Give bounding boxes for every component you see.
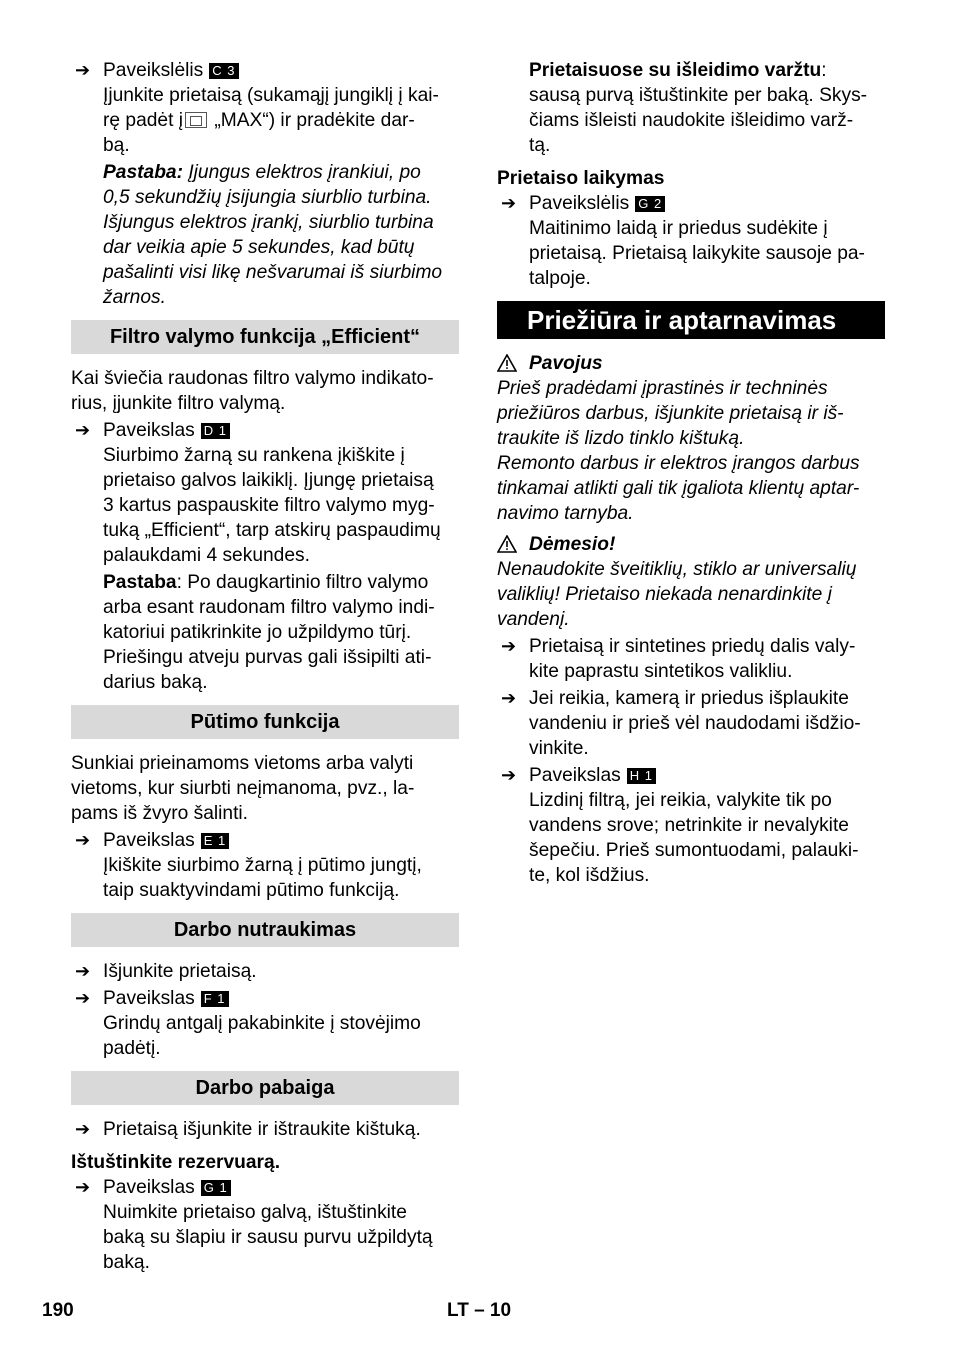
step-item: ➔ Prietaisą ir sintetines priedų dalis valy- kite paprastu sintetikos valikliu. bbox=[501, 636, 856, 682]
danger-label: Pavojus bbox=[497, 351, 885, 376]
step-item: ➔ Išjunkite prietaisą. bbox=[75, 961, 257, 982]
arrow-icon: ➔ bbox=[75, 60, 91, 80]
caution-text: Nenaudokite šveitiklių, stiklo ar universalių valiklių! Prietaiso niekada nenardinkite į vandenį. bbox=[497, 559, 857, 630]
figure-badge: G 2 bbox=[635, 196, 665, 212]
note-text: Pastaba: Įjungus elektros įrankiui, po 0,5 sekundžių įsijungia siurblio turbina. Išjungus elektros įrankį, siurblio turbina dar veikia apie 5 sekundes, kad būtų pašalinti visi likę nešvarumai iš siurbimo žarnos. bbox=[103, 162, 443, 308]
subheading-storage: Prietaiso laikymas bbox=[497, 168, 665, 189]
figure-ref-d1: ➔ Paveikslas D 1 bbox=[71, 418, 459, 443]
section-heading-filter-cleaning: Filtro valymo funkcija „Efficient“ bbox=[71, 320, 459, 354]
figure-ref-h1: ➔ Paveikslas H 1 bbox=[497, 763, 885, 788]
instruction-text: Įkiškite siurbimo žarną į pūtimo jungtį, taip suaktyvindami pūtimo funkciją. bbox=[103, 855, 422, 901]
caution-label: Dėmesio! bbox=[497, 532, 885, 557]
warning-triangle-icon bbox=[497, 535, 517, 553]
section-heading-blow-function: Pūtimo funkcija bbox=[71, 705, 459, 739]
arrow-icon: ➔ bbox=[501, 636, 517, 656]
figure-badge: C 3 bbox=[209, 63, 238, 79]
arrow-icon: ➔ bbox=[75, 830, 91, 850]
instruction-text: Grindų antgalį pakabinkite į stovėjimo padėtį. bbox=[103, 1013, 421, 1059]
subheading-empty-tank: Ištuštinkite rezervuarą. bbox=[71, 1152, 281, 1173]
language-page-label: LT – 10 bbox=[447, 1300, 512, 1321]
note-text: Pastaba: Po daugkartinio filtro valymo arba esant raudonam filtro valymo indi- katoriui patikrinkite jo užpildymo tūrį. Priešingu atveju purvas gali išsipilti ati- darius baką. bbox=[103, 572, 435, 693]
warning-triangle-icon bbox=[497, 354, 517, 372]
power-tool-socket-icon bbox=[185, 112, 207, 128]
drain-screw-text: Prietaisuose su išleidimo varžtu: sausą purvą ištuštinkite per baką. Skys- čiams išleisti naudokite išleidimo varž- tą. bbox=[529, 60, 868, 156]
danger-text: Prieš pradėdami įprastinės ir techninės priežiūros darbus, išjunkite prietaisą ir iš- traukite iš lizdo tinklo kištuką. Remonto darbus ir elektros įrangos darbus tinkamai atlikti gali tik įgaliota klientų aptar- navimo tarnyba. bbox=[497, 378, 860, 524]
figure-badge: G 1 bbox=[201, 1180, 231, 1196]
instruction-text: Nuimkite prietaiso galvą, ištuštinkite baką su šlapiu ir sausu purvu užpildytą baką. bbox=[103, 1202, 433, 1273]
arrow-icon: ➔ bbox=[75, 1177, 91, 1197]
instruction-text: Įjunkite prietaisą (sukamąjį jungiklį į kai- rę padėt į „MAX“) ir pradėkite dar- bą. bbox=[103, 85, 439, 156]
page-number: 190 bbox=[42, 1300, 74, 1321]
chapter-heading-care-maintenance: Priežiūra ir aptarnavimas bbox=[497, 301, 885, 339]
figure-word: Paveikslėlis bbox=[103, 60, 204, 81]
section-heading-work-end: Darbo pabaiga bbox=[71, 1071, 459, 1105]
figure-badge: D 1 bbox=[201, 423, 230, 439]
arrow-icon: ➔ bbox=[75, 961, 91, 981]
figure-ref-g2: ➔ Paveikslėlis G 2 bbox=[497, 191, 885, 216]
figure-ref-f1: ➔ Paveikslas F 1 bbox=[71, 986, 459, 1011]
section-heading-work-interruption: Darbo nutraukimas bbox=[71, 913, 459, 947]
step-item: ➔ Prietaisą išjunkite ir ištraukite kištuką. bbox=[75, 1119, 421, 1140]
arrow-icon: ➔ bbox=[501, 193, 517, 213]
filter-intro: Kai šviečia raudonas filtro valymo indikato- rius, įjunkite filtro valymą. bbox=[71, 368, 434, 414]
arrow-icon: ➔ bbox=[75, 420, 91, 440]
right-column bbox=[497, 58, 885, 890]
arrow-icon: ➔ bbox=[75, 988, 91, 1008]
instruction-text: Maitinimo laidą ir priedus sudėkite į prietaisą. Prietaisą laikykite sausoje pa- talpoje. bbox=[529, 218, 865, 289]
arrow-icon: ➔ bbox=[75, 1119, 91, 1139]
arrow-icon: ➔ bbox=[501, 765, 517, 785]
figure-ref-c3 bbox=[71, 58, 459, 83]
arrow-icon: ➔ bbox=[501, 688, 517, 708]
figure-badge: E 1 bbox=[201, 833, 230, 849]
figure-ref-g1: ➔ Paveikslas G 1 bbox=[71, 1175, 459, 1200]
instruction-text: Lizdinį filtrą, jei reikia, valykite tik po vandens srove; netrinkite ir nevalykite šepečiu. Prieš sumontuodami, palauki- te, kol išdžius. bbox=[529, 790, 859, 886]
blow-intro: Sunkiai prieinamoms vietoms arba valyti vietoms, kur siurbti neįmanoma, pvz., la- pams iš žvyro šalinti. bbox=[71, 753, 415, 824]
left-column bbox=[71, 58, 459, 1277]
step-item: ➔ Jei reikia, kamerą ir priedus išplaukite vandeniu ir prieš vėl naudodami išdžio- vinkite. bbox=[501, 688, 861, 759]
figure-badge: F 1 bbox=[201, 991, 229, 1007]
figure-badge: H 1 bbox=[627, 768, 656, 784]
figure-ref-e1: ➔ Paveikslas E 1 bbox=[71, 828, 459, 853]
instruction-text: Siurbimo žarną su rankena įkiškite į prietaiso galvos laikiklį. Įjungę prietaisą 3 kartus paspauskite filtro valymo myg- tuką „Efficient“, tarp atskirų paspaudimų palaukdami 4 sekundes. bbox=[103, 445, 441, 566]
